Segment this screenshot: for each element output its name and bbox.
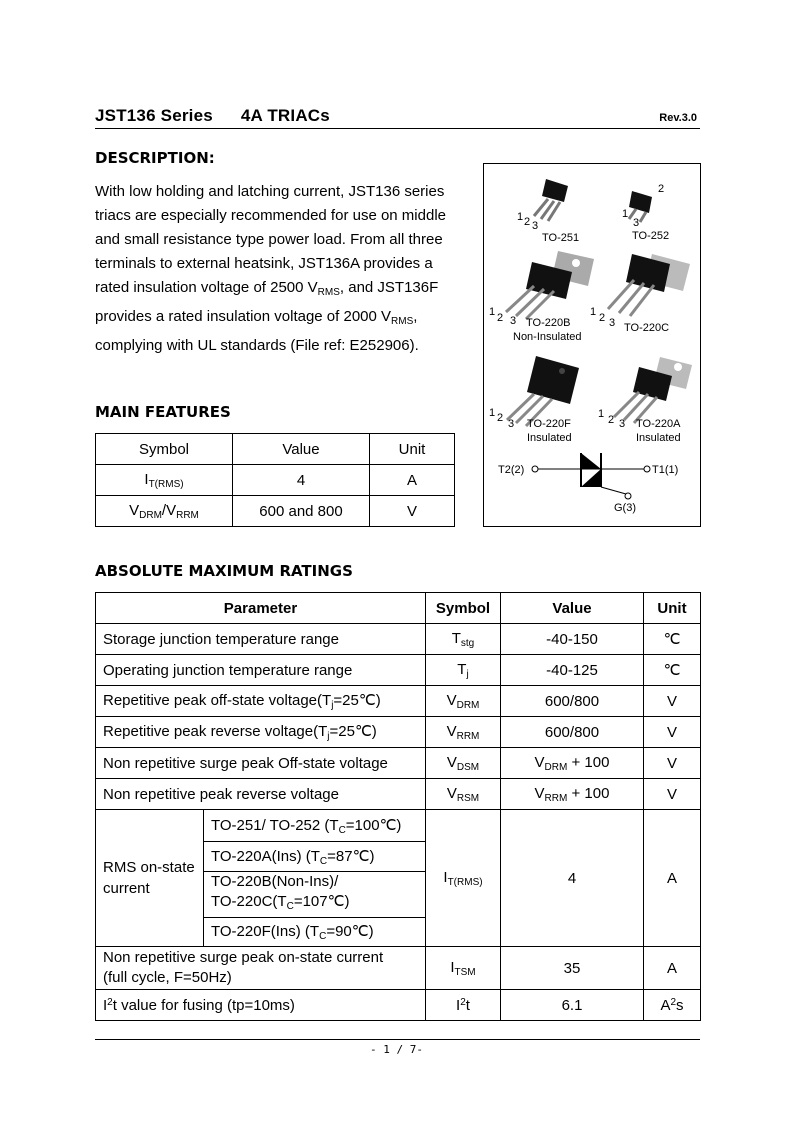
ratings-heading: ABSOLUTE MAXIMUM RATINGS bbox=[95, 562, 353, 580]
table-row bbox=[96, 947, 701, 990]
table-row bbox=[96, 624, 701, 655]
rms-label-cell: RMS on-state current bbox=[96, 810, 204, 947]
gate-terminal-label: G(3) bbox=[614, 502, 636, 514]
pin-3-label: 3 bbox=[609, 317, 616, 329]
to220a-label: TO-220A bbox=[636, 418, 681, 430]
value-cell: 4 bbox=[233, 465, 370, 496]
unit-cell: V bbox=[644, 779, 701, 810]
pin-3-label: 3 bbox=[510, 315, 517, 327]
rms-condition-cell: TO-220B(Non-Ins)/ $TO-220C(T_C=107℃)$ bbox=[204, 872, 426, 918]
pin-3-label: 3 bbox=[532, 220, 539, 232]
pin-2-label: 2 bbox=[658, 183, 665, 195]
value-cell: 35 bbox=[501, 947, 644, 990]
to251-package-icon bbox=[534, 179, 568, 221]
unit-cell: A bbox=[644, 810, 701, 947]
table-row bbox=[96, 717, 701, 748]
table-row bbox=[96, 779, 701, 810]
value-cell: -40-150 bbox=[501, 624, 644, 655]
pin-1-label: 1 bbox=[489, 306, 496, 318]
table-header-row bbox=[96, 434, 455, 465]
to220a-sublabel: Insulated bbox=[636, 432, 681, 444]
table-row bbox=[96, 748, 701, 779]
pin-3-label: 3 bbox=[508, 418, 515, 430]
product-name: 4A TRIACs bbox=[240, 106, 330, 125]
parameter-cell: Non repetitive peak reverse voltage bbox=[96, 779, 426, 810]
value-cell: 600/800 bbox=[501, 686, 644, 717]
col-unit: Unit bbox=[370, 434, 455, 465]
pin-2-label: 2 bbox=[497, 412, 504, 424]
col-symbol: Symbol bbox=[426, 593, 501, 624]
footer-rule bbox=[95, 1039, 700, 1040]
to220c-package-icon bbox=[608, 254, 690, 316]
unit-cell: A bbox=[370, 465, 455, 496]
symbol-cell: $T_{stg}$ bbox=[426, 624, 501, 655]
pin-3-label: 3 bbox=[619, 418, 626, 430]
to252-label: TO-252 bbox=[632, 230, 670, 242]
main-features-heading: MAIN FEATURES bbox=[95, 403, 231, 421]
pin-2-label: 2 bbox=[608, 414, 615, 426]
col-value: Value bbox=[501, 593, 644, 624]
pin-3-label: 3 bbox=[633, 217, 640, 229]
to220f-sublabel: Insulated bbox=[527, 432, 572, 444]
description-heading: DESCRIPTION: bbox=[95, 149, 215, 167]
table-row bbox=[96, 810, 701, 842]
parameter-cell: Storage junction temperature range bbox=[96, 624, 426, 655]
to220b-sublabel: Non-Insulated bbox=[513, 331, 582, 343]
pin-1-label: 1 bbox=[598, 408, 605, 420]
value-cell: 600/800 bbox=[501, 717, 644, 748]
to220c-label: TO-220C bbox=[624, 322, 670, 334]
unit-cell: V bbox=[644, 686, 701, 717]
pin-1-label: 1 bbox=[489, 407, 496, 419]
parameter-cell: Non repetitive surge peak on-state current (full cycle, F=50Hz) bbox=[96, 947, 426, 990]
parameter-cell: Operating junction temperature range bbox=[96, 655, 426, 686]
value-cell: $V_{DRM} + 100$ bbox=[501, 748, 644, 779]
ratings-table bbox=[95, 592, 701, 1021]
value-cell: 600 and 800 bbox=[233, 496, 370, 527]
symbol-cell: $V_{DRM}/V_{RRM}$ bbox=[96, 496, 233, 527]
unit-cell: ℃ bbox=[644, 655, 701, 686]
main-features-table bbox=[95, 433, 455, 527]
to220b-package-icon bbox=[506, 251, 597, 319]
table-header-row bbox=[96, 593, 701, 624]
description-text: With low holding and latching current, JST136 series triacs are especially recommended for use on middle and small resistance type power load. From all three terminals to external heatsink, JST136A provides a rated insulation voltage of 2500 $V_{RMS}$, and JST136F provides a rated insulation voltage of 2000 $V_{RMS}$, complying with UL standards (File ref: E252906). bbox=[95, 183, 446, 354]
symbol-cell: $V_{DSM}$ bbox=[426, 748, 501, 779]
unit-cell: ℃ bbox=[644, 624, 701, 655]
table-row bbox=[96, 990, 701, 1021]
header-rule bbox=[95, 128, 700, 129]
table-row bbox=[96, 655, 701, 686]
to220b-label: TO-220B bbox=[526, 317, 571, 329]
value-cell: $V_{RRM} + 100$ bbox=[501, 779, 644, 810]
pin-1-label: 1 bbox=[517, 211, 524, 223]
value-cell: -40-125 bbox=[501, 655, 644, 686]
unit-cell: A bbox=[644, 947, 701, 990]
col-unit: Unit bbox=[644, 593, 701, 624]
pin-2-label: 2 bbox=[497, 312, 504, 324]
pin-1-label: 1 bbox=[590, 306, 597, 318]
series-name: JST136 Series bbox=[95, 106, 213, 125]
symbol-cell: $I_{TSM}$ bbox=[426, 947, 501, 990]
t1-terminal-label: T1(1) bbox=[652, 464, 679, 476]
to251-label: TO-251 bbox=[542, 232, 580, 244]
symbol-cell: $I^2t$ bbox=[426, 990, 501, 1021]
page-number: - 1 / 7- bbox=[370, 1043, 423, 1056]
parameter-cell: $I^2t$ value for fusing (tp=10ms) bbox=[96, 990, 426, 1021]
parameter-cell: Repetitive peak off-state $voltage(T_j=25℃)$ bbox=[96, 686, 426, 717]
col-parameter: Parameter bbox=[96, 593, 426, 624]
pin-2-label: 2 bbox=[599, 312, 606, 324]
parameter-cell: Non repetitive surge peak Off-state voltage bbox=[96, 748, 426, 779]
document-title bbox=[95, 106, 330, 126]
to220a-package-icon bbox=[614, 357, 692, 423]
symbol-cell: $I_{T(RMS)}$ bbox=[426, 810, 501, 947]
t2-terminal-label: T2(2) bbox=[498, 464, 525, 476]
to220f-package-icon bbox=[507, 356, 579, 426]
symbol-cell: $V_{RSM}$ bbox=[426, 779, 501, 810]
unit-cell: $A^2s$ bbox=[644, 990, 701, 1021]
value-cell: 6.1 bbox=[501, 990, 644, 1021]
table-row bbox=[96, 686, 701, 717]
col-symbol: Symbol bbox=[96, 434, 233, 465]
col-value: Value bbox=[233, 434, 370, 465]
unit-cell: V bbox=[644, 748, 701, 779]
pin-2-label: 2 bbox=[524, 216, 531, 228]
table-row bbox=[96, 496, 455, 527]
to220f-label: TO-220F bbox=[527, 418, 571, 430]
symbol-cell: $V_{RRM}$ bbox=[426, 717, 501, 748]
package-diagram bbox=[483, 163, 701, 527]
unit-cell: V bbox=[644, 717, 701, 748]
rms-condition-cell: TO-220F(Ins) $(T_C=90℃)$ bbox=[204, 918, 426, 947]
symbol-cell: $V_{DRM}$ bbox=[426, 686, 501, 717]
triac-symbol-icon bbox=[532, 453, 650, 499]
symbol-cell: $T_j$ bbox=[426, 655, 501, 686]
rms-condition-cell: TO-220A(Ins) $(T_C=87℃)$ bbox=[204, 842, 426, 872]
revision-label: Rev.3.0 bbox=[659, 112, 697, 124]
rms-condition-cell: TO-251/ TO-252 $(T_C=100℃)$ bbox=[204, 810, 426, 842]
pin-1-label: 1 bbox=[622, 208, 629, 220]
symbol-cell: $I_{T(RMS)}$ bbox=[96, 465, 233, 496]
table-row bbox=[96, 465, 455, 496]
value-cell: 4 bbox=[501, 810, 644, 947]
unit-cell: V bbox=[370, 496, 455, 527]
parameter-cell: Repetitive peak reverse $voltage(T_j=25℃)$ bbox=[96, 717, 426, 748]
